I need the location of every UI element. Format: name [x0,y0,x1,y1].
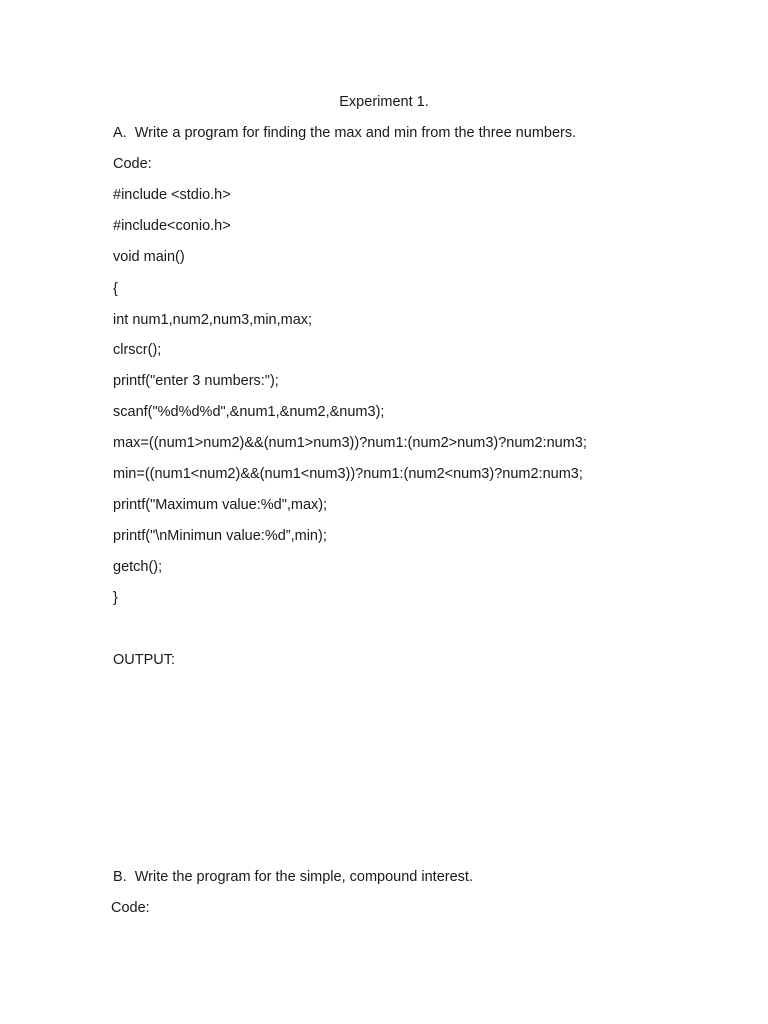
code-line: #include <stdio.h> [113,187,231,203]
code-line: } [113,590,118,606]
code-line: printf("enter 3 numbers:"); [113,373,279,389]
output-label: OUTPUT: [113,652,176,668]
code-line: clrscr(); [113,342,162,358]
code-line: #include<conio.h> [113,218,231,234]
section-a-heading: A. Write a program for finding the max and min from the three numbers. [113,125,577,141]
section-b-heading: B. Write the program for the simple, compound interest. [113,869,473,885]
code-line: { [113,281,118,297]
code-line: printf("Maximum value:%d",max); [113,497,328,513]
section-a-code-label: Code: [113,156,152,172]
code-line: min=((num1<num2)&&(num1<num3))?num1:(num2<num3)?num2:num3; [113,466,583,482]
code-line: printf("\nMinimun value:%d”,min); [113,528,327,544]
code-line: int num1,num2,num3,min,max; [113,312,313,328]
page-title: Experiment 1. [339,94,429,110]
code-line: scanf("%d%d%d",&num1,&num2,&num3); [113,404,385,420]
code-line: max=((num1>num2)&&(num1>num3))?num1:(num2>num3)?num2:num3; [113,435,587,451]
code-line: void main() [113,249,185,265]
section-b-code-label: Code: [111,900,150,916]
code-line: getch(); [113,559,163,575]
